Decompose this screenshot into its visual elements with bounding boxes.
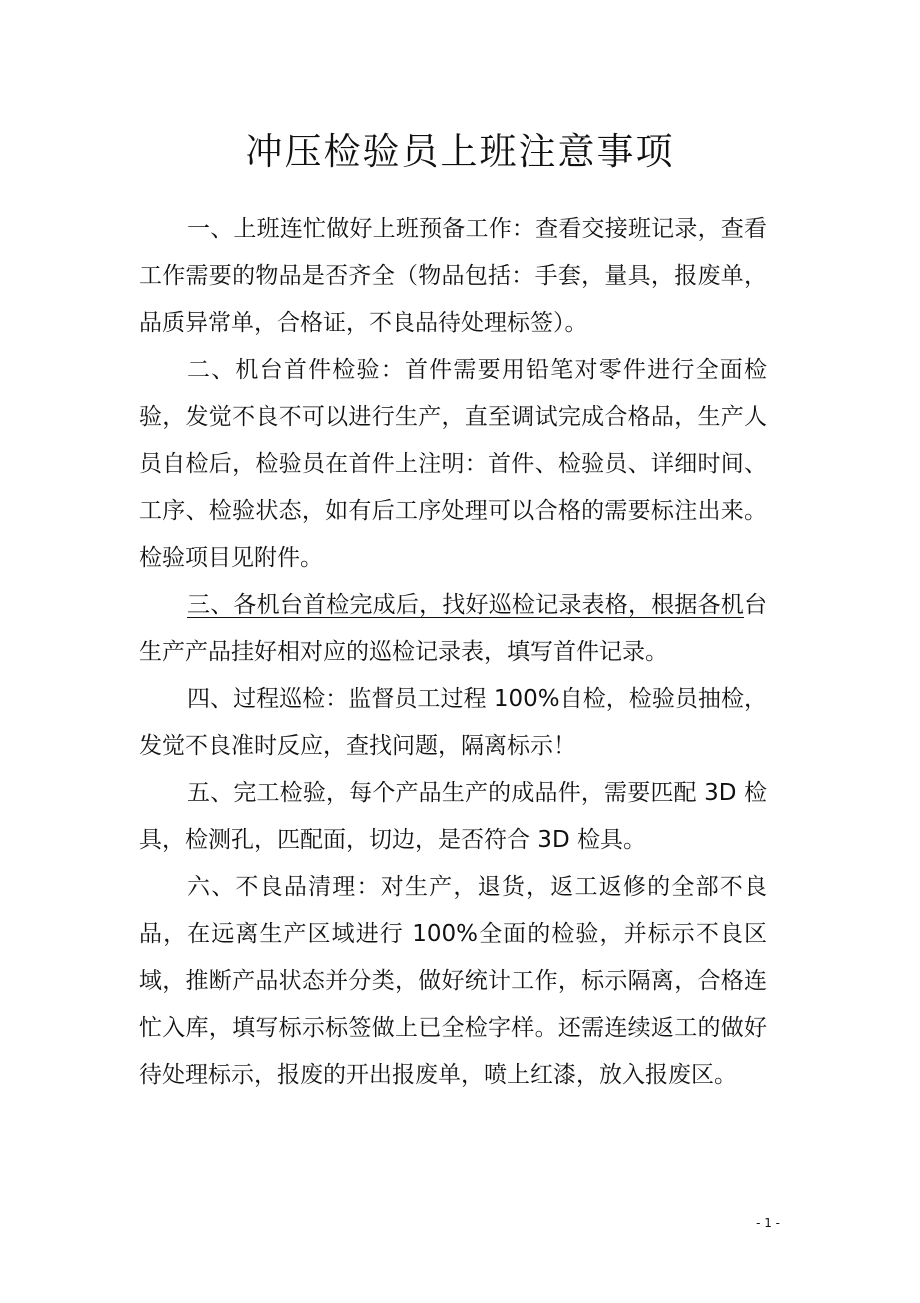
page-number: - 1 - <box>756 1216 780 1230</box>
paragraph-6: 六、不良品清理：对生产，退货，返工返修的全部不良品，在远离生产区域进行 100%全面的检验，并标示不良区域，推断产品状态并分类，做好统计工作，标示隔离，合格连忙入库，填写标示标签做上已全检字样。还需连续返工的做好待处理标示，报废的开出报废单，喷上红漆，放入报废区。 <box>139 874 767 1088</box>
paragraph-2: 二、机台首件检验：首件需要用铅笔对零件进行全面检验，发觉不良不可以进行生产，直至调试完成合格品，生产人员自检后，检验员在首件上注明：首件、检验员、详细时间、工序、检验状态，如有后工序处理可以合格的需要标注出来。检验项目见附件。 <box>139 357 767 571</box>
paragraph-5: 五、完工检验，每个产品生产的成品件，需要匹配 3D 检具，检测孔，匹配面，切边，是否符合 3D 检具。 <box>139 780 767 853</box>
underlined-text: 三、各机台首检完成后，找好巡检记录表格，根据各机 <box>187 592 744 618</box>
document-body <box>139 206 767 1099</box>
paragraph-3-text: 台生产产品挂好相对应的巡检记录表，填写首件记录。 <box>139 592 767 665</box>
document-title: 冲压检验员上班注意事项 <box>245 130 675 173</box>
paragraph-1: 一、上班连忙做好上班预备工作：查看交接班记录，查看工作需要的物品是否齐全（物品包括：手套，量具，报废单，品质异常单，合格证，不良品待处理标签）。 <box>139 216 767 336</box>
paragraph-3 <box>139 582 767 676</box>
paragraph-4: 四、过程巡检：监督员工过程 100%自检，检验员抽检，发觉不良准时反应，查找问题，隔离标示！ <box>139 686 767 759</box>
